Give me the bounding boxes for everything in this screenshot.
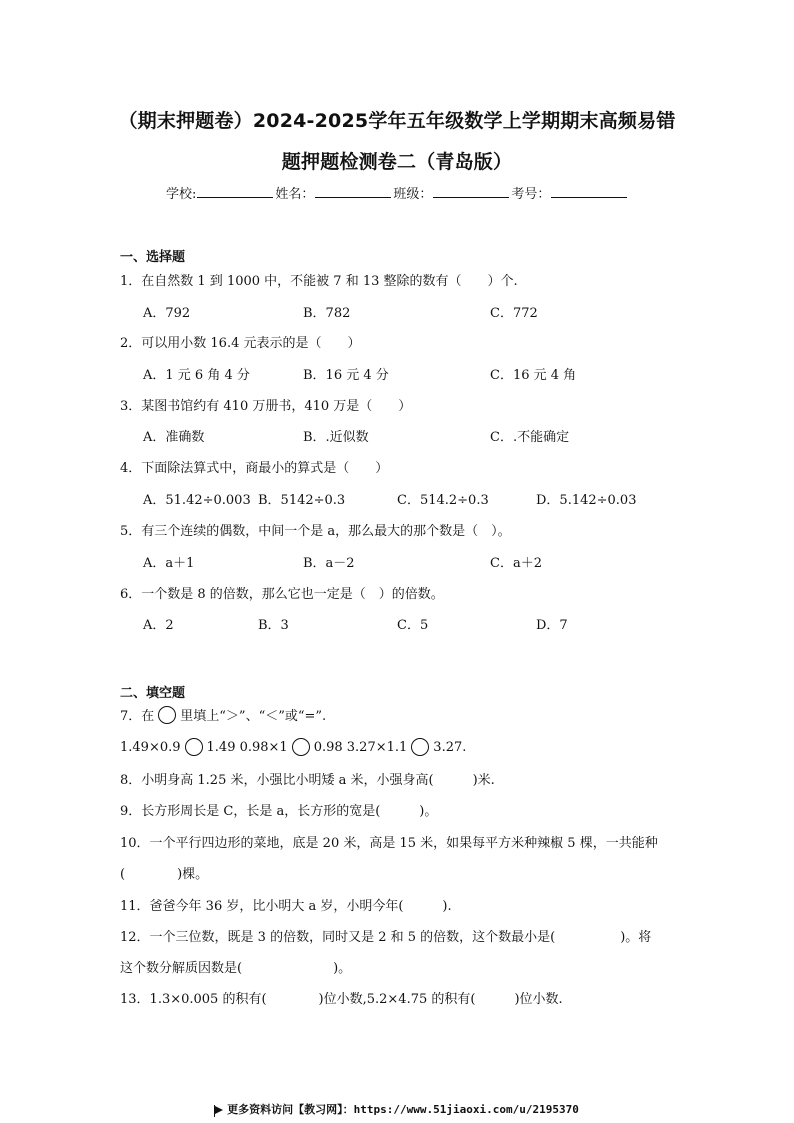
question-4: 4．下面除法算式中，商最小的算式是（ ） xyxy=(120,461,389,476)
q4-option-a[interactable]: A．51.42÷0.003 xyxy=(143,493,251,508)
q1-option-a[interactable]: A．792 xyxy=(143,306,191,321)
question-6: 6．一个数是 8 的倍数，那么它也一定是（ ）的倍数。 xyxy=(120,587,444,602)
q3-option-c[interactable]: C．.不能确定 xyxy=(490,430,570,445)
question-5: 5．有三个连续的偶数，中间一个是 a，那么最大的那个数是（ ）。 xyxy=(120,524,511,539)
name-label: 姓名： xyxy=(275,187,315,202)
q4-option-d[interactable]: D．5.142÷0.03 xyxy=(536,493,637,508)
q6-option-d[interactable]: D．7 xyxy=(536,618,568,633)
question-9: 9．长方形周长是 C，长是 a，长方形的宽是( )。 xyxy=(120,804,438,819)
question-3: 3．某图书馆约有 410 万册书，410 万是（ ） xyxy=(120,399,412,414)
compare-circle-2[interactable] xyxy=(292,738,310,756)
q3-option-a[interactable]: A．准确数 xyxy=(143,430,205,445)
q5-option-a[interactable]: A．a＋1 xyxy=(143,556,195,571)
section-fill-heading: 二、填空题 xyxy=(120,686,186,701)
class-blank[interactable] xyxy=(433,185,509,198)
class-label: 班级： xyxy=(393,187,433,202)
footer-text[interactable]: 更多资料访问【教习网】：https://www.51jiaoxi.com/u/2195370 xyxy=(227,1103,579,1116)
q7-prefix: 7．在 xyxy=(120,709,155,724)
question-1: 1．在自然数 1 到 1000 中，不能被 7 和 13 整除的数有（ ）个. xyxy=(120,274,518,289)
q5-option-c[interactable]: C．a＋2 xyxy=(490,556,542,571)
question-10-line-2: ( )棵。 xyxy=(120,867,209,882)
q6-option-a[interactable]: A．2 xyxy=(143,618,174,633)
question-12-line-1: 12．一个三位数，既是 3 的倍数，同时又是 2 和 5 的倍数，这个数最小是( )。将 xyxy=(120,930,652,945)
q2-option-b[interactable]: B．16 元 4 分 xyxy=(303,368,389,383)
compare-circle-3[interactable] xyxy=(411,738,429,756)
name-blank[interactable] xyxy=(315,185,391,198)
student-info-row xyxy=(166,183,629,202)
q4-option-b[interactable]: B．5142÷0.3 xyxy=(258,493,346,508)
question-10-line-1: 10．一个平行四边形的菜地，底是 20 米，高是 15 米，如果每平方米种辣椒 5 棵，一共能种 xyxy=(120,836,658,851)
q7-suffix: 里填上“＞”、“＜”或“=”. xyxy=(180,709,327,724)
q5-option-b[interactable]: B．a－2 xyxy=(303,556,355,571)
q3-option-b[interactable]: B．.近似数 xyxy=(303,430,369,445)
q6-option-c[interactable]: C．5 xyxy=(397,618,429,633)
school-label: 学校: xyxy=(166,187,197,202)
school-blank[interactable] xyxy=(197,185,273,198)
q1-option-c[interactable]: C．772 xyxy=(490,306,538,321)
question-12-line-2: 这个数分解质因数是( )。 xyxy=(120,961,352,976)
number-label: 考号： xyxy=(511,187,551,202)
q6-option-b[interactable]: B．3 xyxy=(258,618,289,633)
question-7 xyxy=(120,705,326,724)
page-title-line-2: 题押题检测卷二（青岛版） xyxy=(281,151,513,173)
footer-link[interactable] xyxy=(0,1101,794,1117)
circle-icon xyxy=(158,706,176,724)
q7-expr-3: 0.98 3.27×1.1 xyxy=(313,739,408,755)
q2-option-c[interactable]: C．16 元 4 角 xyxy=(490,368,577,383)
page-title-line-1: （期末押题卷）2024-2025学年五年级数学上学期期末高频易错 xyxy=(118,110,676,132)
number-blank[interactable] xyxy=(551,185,627,198)
flag-icon xyxy=(215,1106,223,1114)
q1-option-b[interactable]: B．782 xyxy=(303,306,351,321)
section-choice-heading: 一、选择题 xyxy=(120,250,186,265)
q4-option-c[interactable]: C．514.2÷0.3 xyxy=(397,493,489,508)
question-2: 2．可以用小数 16.4 元表示的是（ ） xyxy=(120,336,361,351)
q7-expr-1: 1.49×0.9 xyxy=(120,739,181,755)
q2-option-a[interactable]: A．1 元 6 角 4 分 xyxy=(143,368,250,383)
question-8: 8．小明身高 1.25 米，小强比小明矮 a 米，小强身高( )米. xyxy=(120,773,495,788)
q7-expr-4: 3.27. xyxy=(433,739,467,755)
question-13: 13．1.3×0.005 的积有( )位小数,5.2×4.75 的积有( )位小数. xyxy=(120,992,563,1007)
q7-expr-2: 1.49 0.98×1 xyxy=(206,739,288,755)
compare-circle-1[interactable] xyxy=(185,738,203,756)
question-11: 11．爸爸今年 36 岁，比小明大 a 岁，小明今年( ). xyxy=(120,899,452,914)
q7-comparison-row xyxy=(120,738,466,756)
